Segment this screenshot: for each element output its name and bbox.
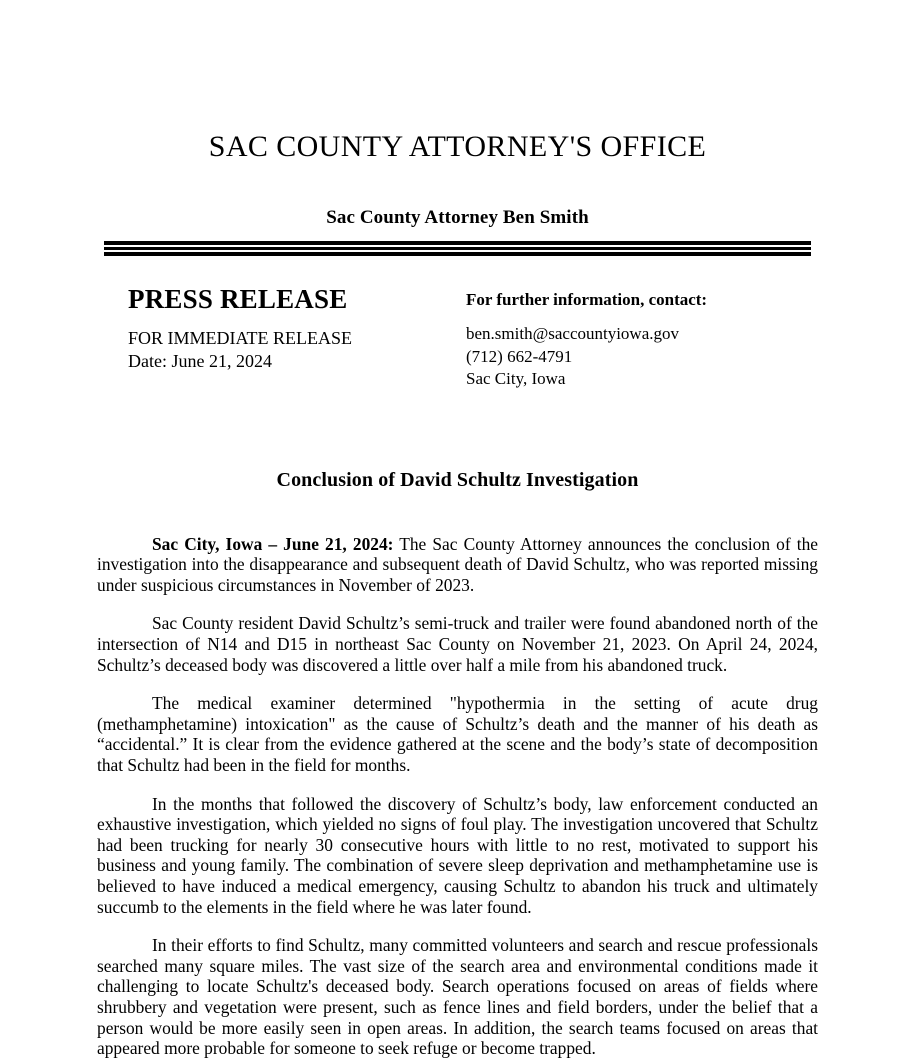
paragraph <box>97 794 818 918</box>
release-block <box>97 284 442 373</box>
paragraph <box>97 935 818 1059</box>
office-title: SAC COUNTY ATTORNEY'S OFFICE <box>208 130 707 163</box>
release-date: Date: June 21, 2024 <box>128 350 272 371</box>
contact-city: Sac City, Iowa <box>466 369 566 389</box>
contact-phone[interactable]: (712) 662-4791 <box>466 346 573 366</box>
press-release-heading: PRESS RELEASE <box>128 284 348 314</box>
letterhead <box>97 0 818 229</box>
paragraph <box>97 534 818 596</box>
paragraph-text: In the months that followed the discovery of Schultz’s body, law enforcement conducted an exhaustive investigation, which yielded no signs of foul play. The investigation uncovered that Schultz had been trucking for nearly 30 consecutive hours with little to no rest, motivated to support his business and young family. The combination of severe sleep deprivation and methamphetamine use is believed to have induced a medical emergency, causing Schultz to abandon his truck and ultimately succumb to the elements in the field where he was later found. <box>97 793 818 917</box>
paragraph <box>97 693 818 775</box>
paragraph-text: The Sac County Attorney announces the conclusion of the investigation into the disappearance and subsequent death of David Schultz, who was reported missing under suspicious circumstances in November of 2023. <box>97 533 818 595</box>
immediate-release-label: FOR IMMEDIATE RELEASE <box>128 328 352 349</box>
paragraph <box>97 613 818 675</box>
contact-block <box>442 284 818 391</box>
article-body <box>97 492 818 1059</box>
paragraph-text: In their efforts to find Schultz, many committed volunteers and search and rescue professionals searched many square miles. The vast size of the search area and environmental conditions made it challenging to locate Schultz's deceased body. Search operations focused on areas of fields where shrubbery and vegetation were present, such as fence lines and field borders, under the belief that a person would be more easily seen in open areas. In addition, the search teams focused on areas that appeared more probable for someone to seek refuge or become trapped. <box>97 935 818 1059</box>
attorney-name: Sac County Attorney Ben Smith <box>326 207 589 228</box>
contact-heading: For further information, contact: <box>466 290 708 309</box>
paragraph-text: The medical examiner determined "hypothermia in the setting of acute drug (methamphetamine) intoxication" as the cause of Schultz’s death and the manner of his death as “accidental.” It is clear from the evidence gathered at the scene and the body’s state of decomposition that Schultz had been in the field for months. <box>97 693 818 776</box>
article-title: Conclusion of David Schultz Investigation <box>276 468 639 491</box>
contact-email[interactable]: ben.smith@saccountyiowa.gov <box>466 324 680 344</box>
release-contact-row <box>97 256 818 391</box>
paragraph-dateline: Sac City, Iowa – June 21, 2024: <box>152 533 394 554</box>
header-divider-rule <box>104 241 811 256</box>
paragraph-text: Sac County resident David Schultz’s semi-truck and trailer were found abandoned north of the intersection of N14 and D15 in northeast Sac County on November 21, 2023. On April 24, 2024, Schultz’s deceased body was discovered a little over half a mile from his abandoned truck. <box>97 613 818 675</box>
